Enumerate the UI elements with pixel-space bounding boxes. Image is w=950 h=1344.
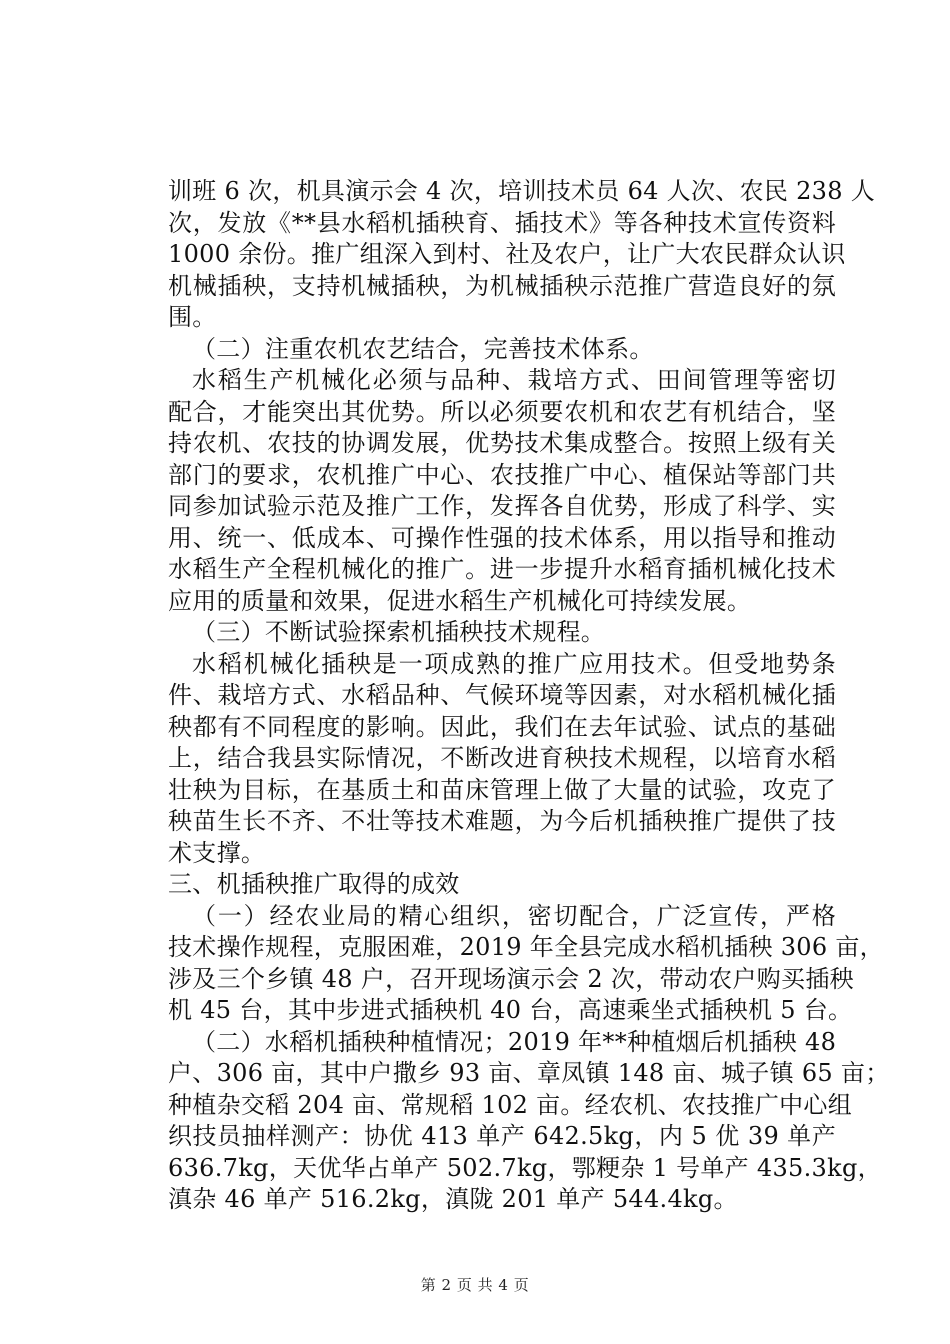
text-line: 同参加试验示范及推广工作，发挥各自优势，形成了科学、实 [168,492,836,520]
text-line: 户、306 亩，其中户撒乡 93 亩、章凤镇 148 亩、城子镇 65 亩； [168,1059,890,1087]
paragraph-achievement-1 [168,901,884,1027]
paragraph-experiment [168,649,836,870]
text-line: 件、栽培方式、水稻品种、气候环境等因素，对水稻机械化插 [168,681,836,709]
text-line: 术支撑。 [168,838,266,867]
text-line: 机械插秧，支持机械插秧，为机械插秧示范推广营造良好的氛 [168,271,836,300]
text-line: 636.7kg，天优华占单产 502.7kg，鄂粳杂 1 号单产 435.3kg， [168,1153,882,1182]
paragraph-achievement-2 [168,1027,890,1216]
text-line: 配合，才能突出其优势。所以必须要农机和农艺有机结合，坚 [168,397,836,426]
text-line: 秧苗生长不齐、不壮等技术难题，为今后机插秧推广提供了技 [168,807,836,835]
text-line: 围。 [168,303,217,331]
page-footer [0,1274,950,1295]
section-heading-text: 三、机插秧推广取得的成效 [168,870,460,898]
text-line: 壮秧为目标，在基质土和苗床管理上做了大量的试验，攻克了 [168,775,836,804]
subheading-integration [168,334,836,366]
text-line: （二）水稻机插秧种植情况；2019 年**种植烟后机插秧 48 [192,1027,837,1056]
text-line: （一）经农业局的精心组织，密切配合，广泛宣传，严格 [192,901,836,930]
text-line: 种植杂交稻 204 亩、常规稻 102 亩。经农机、农技推广中心组 [168,1090,853,1119]
text-line: 次，发放《**县水稻机插秧育、插技术》等各种技术宣传资料 [168,208,836,237]
subheading-text: （二）注重农机农艺结合，完善技术体系。 [192,334,654,363]
text-line: 用、统一、低成本、可操作性强的技术体系，用以指导和推动 [168,523,836,552]
subheading-experiment [168,617,836,649]
section-heading-results [168,869,836,901]
text-line: 涉及三个乡镇 48 户，召开现场演示会 2 次，带动农户购买插秧 [168,964,854,993]
text-line: 水稻生产机械化必须与品种、栽培方式、田间管理等密切 [192,366,836,394]
text-line: 织技员抽样测产：协优 413 单产 642.5kg，内 5 优 39 单产 [168,1122,836,1150]
document-body [168,176,890,1216]
text-line: 水稻生产全程机械化的推广。进一步提升水稻育插机械化技术 [168,555,836,583]
text-line: 滇杂 46 单产 516.2kg，滇陇 201 单产 544.4kg。 [168,1185,738,1213]
paragraph-training [168,176,876,334]
text-line: 部门的要求，农机推广中心、农技推广中心、植保站等部门共 [168,460,836,489]
paragraph-integration [168,365,836,617]
text-line: 持农机、农技的协调发展，优势技术集成整合。按照上级有关 [168,429,836,457]
page-number-label: 第 2 页 共 4 页 [420,1276,530,1294]
text-line: 水稻机械化插秧是一项成熟的推广应用技术。但受地势条 [192,649,836,678]
text-line: 训班 6 次，机具演示会 4 次，培训技术员 64 人次、农民 238 人 [168,177,876,205]
text-line: 机 45 台，其中步进式插秧机 40 台，高速乘坐式插秧机 5 台。 [168,996,853,1024]
text-line: 1000 余份。推广组深入到村、社及农户，让广大农民群众认识 [168,240,846,268]
subheading-text: （三）不断试验探索机插秧技术规程。 [192,618,606,646]
text-line: 应用的质量和效果，促进水稻生产机械化可持续发展。 [168,586,752,615]
text-line: 上，结合我县实际情况，不断改进育秧技术规程，以培育水稻 [168,744,836,772]
text-line: 秧都有不同程度的影响。因此，我们在去年试验、试点的基础 [168,712,836,741]
text-line: 技术操作规程，克服困难，2019 年全县完成水稻机插秧 306 亩， [168,933,884,961]
